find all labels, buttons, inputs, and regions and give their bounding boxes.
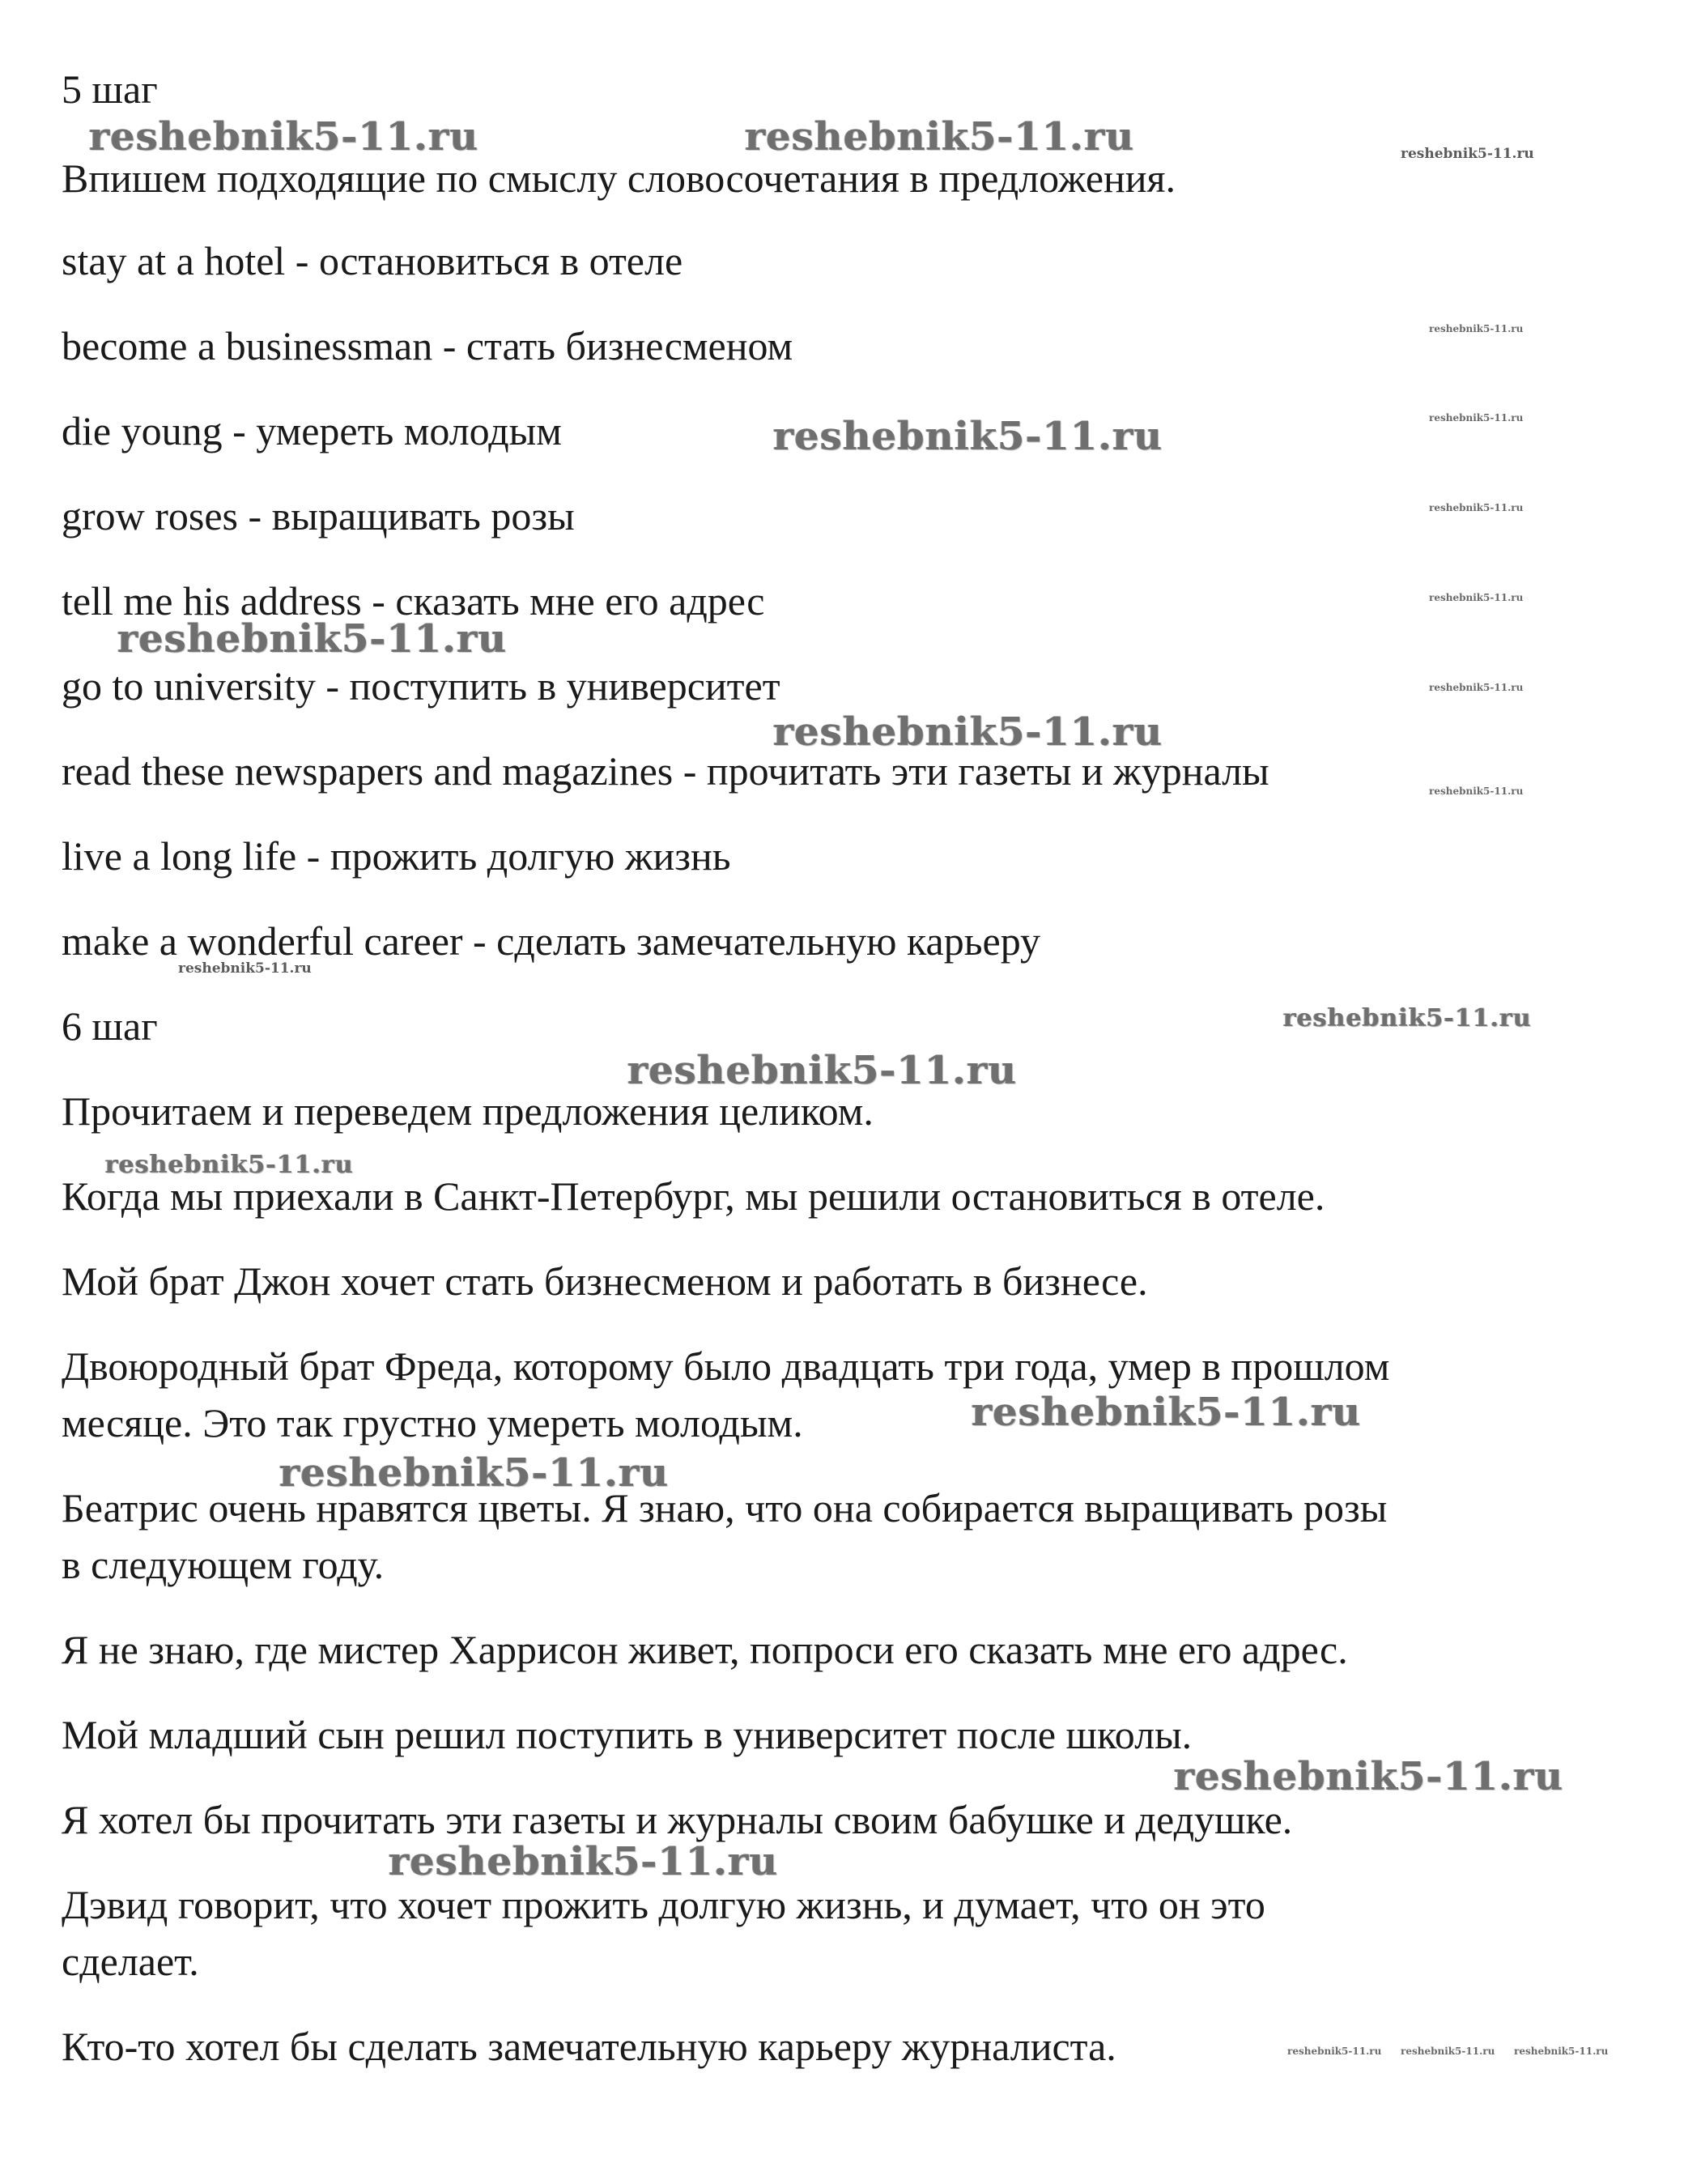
sentence-line: месяце. Это так грустно умереть молодым. xyxy=(62,1400,803,1445)
phrase-line: grow roses - выращивать розы xyxy=(62,493,575,539)
phrase-line: go to university - поступить в университет xyxy=(62,663,780,709)
sentence-line: Двоюродный брат Фреда, которому было двадцать три года, умер в прошлом xyxy=(62,1343,1390,1389)
phrase-line: tell me his address - сказать мне его адрес xyxy=(62,578,765,624)
phrase-line: become a businessman - стать бизнесменом xyxy=(62,323,793,368)
watermark: reshebnik5-11.ru xyxy=(1429,323,1524,334)
step5-instruction: Впишем подходящие по смыслу словосочетания в предложения. xyxy=(62,155,1176,201)
sentence-line: Кто-то хотел бы сделать замечательную карьеру журналиста. xyxy=(62,2024,1116,2069)
sentence-line: в следующем году. xyxy=(62,1542,385,1587)
watermark: reshebnik5-11.ru xyxy=(1429,412,1524,424)
watermark: reshebnik5-11.ru xyxy=(1429,785,1524,797)
sentence-line: Дэвид говорит, что хочет прожить долгую жизнь, и думает, что он это xyxy=(62,1882,1265,1927)
watermark: reshebnik5-11.ru xyxy=(1287,2046,1382,2057)
watermark: reshebnik5-11.ru xyxy=(279,1450,670,1496)
sentence-line: Когда мы приехали в Санкт-Петербург, мы решили остановиться в отеле. xyxy=(62,1173,1325,1219)
watermark: reshebnik5-11.ru xyxy=(773,709,1163,755)
step6-heading: 6 шаг xyxy=(62,1003,158,1049)
watermark: reshebnik5-11.ru xyxy=(89,114,479,160)
sentence-line: Я не знаю, где мистер Харрисон живет, попроси его сказать мне его адрес. xyxy=(62,1627,1348,1672)
phrase-line: make a wonderful career - сделать замечательную карьеру xyxy=(62,918,1041,964)
phrase-line: stay at a hotel - остановиться в отеле xyxy=(62,238,683,283)
watermark: reshebnik5-11.ru xyxy=(1429,682,1524,693)
sentence-line: Мой брат Джон хочет стать бизнесменом и работать в бизнесе. xyxy=(62,1258,1148,1304)
watermark: reshebnik5-11.ru xyxy=(1401,146,1534,162)
watermark: reshebnik5-11.ru xyxy=(627,1048,1018,1093)
watermark: reshebnik5-11.ru xyxy=(1429,592,1524,603)
sentence-line: Беатрис очень нравятся цветы. Я знаю, что она собирается выращивать розы xyxy=(62,1485,1388,1531)
phrase-line: live a long life - прожить долгую жизнь xyxy=(62,833,731,879)
watermark: reshebnik5-11.ru xyxy=(773,414,1163,459)
watermark: reshebnik5-11.ru xyxy=(1401,2046,1495,2057)
watermark: reshebnik5-11.ru xyxy=(1429,502,1524,513)
watermark: reshebnik5-11.ru xyxy=(972,1390,1362,1435)
sentence-line: Я хотел бы прочитать эти газеты и журналы своим бабушке и дедушке. xyxy=(62,1797,1293,1842)
phrase-line: read these newspapers and magazines - прочитать эти газеты и журналы xyxy=(62,748,1269,794)
watermark: reshebnik5-11.ru xyxy=(745,114,1135,160)
step6-instruction: Прочитаем и переведем предложения целиком. xyxy=(62,1088,874,1134)
watermark: reshebnik5-11.ru xyxy=(117,616,508,662)
phrase-line: die young - умереть молодым xyxy=(62,408,562,453)
watermark: reshebnik5-11.ru xyxy=(178,960,312,977)
watermark: reshebnik5-11.ru xyxy=(1283,1004,1532,1032)
sentence-line: сделает. xyxy=(62,1939,199,1984)
watermark: reshebnik5-11.ru xyxy=(105,1151,354,1179)
sentence-line: Мой младший сын решил поступить в университет после школы. xyxy=(62,1712,1193,1757)
watermark: reshebnik5-11.ru xyxy=(1174,1754,1564,1799)
watermark: reshebnik5-11.ru xyxy=(1514,2046,1609,2057)
step5-heading: 5 шаг xyxy=(62,66,158,112)
watermark: reshebnik5-11.ru xyxy=(389,1839,779,1884)
